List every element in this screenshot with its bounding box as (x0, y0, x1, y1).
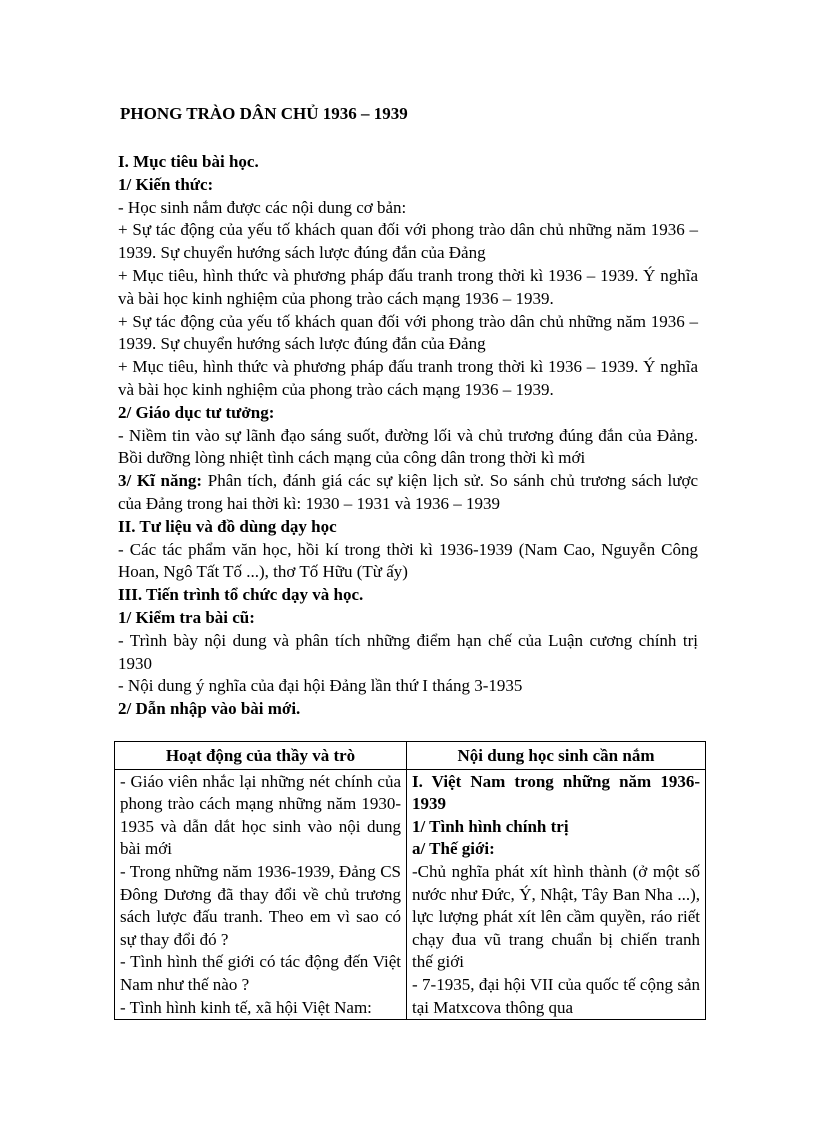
activities-cell (115, 769, 407, 1020)
header-activities: Hoạt động của thầy và trò (115, 742, 407, 770)
paragraph: + Sự tác động của yếu tố khách quan đối với phong trào dân chủ những năm 1936 – 1939. Sự chuyển hướng sách lược đúng đắn của Đảng (118, 311, 698, 354)
activity-item: - Tình hình kinh tế, xã hội Việt Nam: (120, 997, 372, 1017)
document-body (118, 151, 698, 721)
content-item: - 7-1935, đại hội VII của quốc tế cộng sản tại Matxcova thông qua (412, 974, 700, 1017)
header-content: Nội dung học sinh cần nắm (407, 742, 706, 770)
table-row (115, 769, 706, 1020)
heading-knowledge: 1/ Kiến thức: (118, 174, 214, 194)
paragraph: - Nội dung ý nghĩa của đại hội Đảng lần thứ I tháng 3-1935 (118, 676, 523, 696)
skills-text: Phân tích, đánh giá các sự kiện lịch sử. So sánh chủ trương sách lược của Đảng trong hai thời kì: 1930 – 1931 và 1936 – 1939 (118, 471, 698, 513)
heading-intro: 2/ Dẫn nhập vào bài mới. (118, 699, 301, 719)
table-header-row (115, 742, 706, 770)
paragraph: - Học sinh nắm được các nội dung cơ bản: (118, 197, 407, 217)
heading-materials: II. Tư liệu và đồ dùng dạy học (118, 516, 337, 536)
paragraph: - Trình bày nội dung và phân tích những điểm hạn chế của Luận cương chính trị 1930 (118, 630, 698, 673)
content-heading: I. Việt Nam trong những năm 1936-1939 (412, 771, 700, 814)
heading-review: 1/ Kiểm tra bài cũ: (118, 607, 255, 627)
heading-objectives: I. Mục tiêu bài học. (118, 152, 259, 171)
heading-ideology: 2/ Giáo dục tư tưởng: (118, 402, 275, 422)
skills-paragraph (118, 470, 698, 516)
paragraph: + Mục tiêu, hình thức và phương pháp đấu tranh trong thời kì 1936 – 1939. Ý nghĩa và bài học kinh nghiệm của phong trào cách mạng 1936 – 1939. (118, 265, 698, 308)
document-title: PHONG TRÀO DÂN CHỦ 1936 – 1939 (120, 104, 408, 123)
heading-skills: 3/ Kĩ năng: (118, 471, 203, 491)
paragraph: + Sự tác động của yếu tố khách quan đối với phong trào dân chủ những năm 1936 – 1939. Sự chuyển hướng sách lược đúng đắn của Đảng (118, 220, 698, 263)
lesson-table (114, 741, 706, 1020)
content-heading: a/ Thế giới: (412, 839, 495, 859)
paragraph: + Mục tiêu, hình thức và phương pháp đấu tranh trong thời kì 1936 – 1939. Ý nghĩa và bài học kinh nghiệm của phong trào cách mạng 1936 – 1939. (118, 357, 698, 399)
activity-item: - Trong những năm 1936-1939, Đảng CS Đông Dương đã thay đổi về chủ trương sách lược đấu tranh. Theo em vì sao có sự thay đổi đó ? (120, 861, 401, 949)
heading-process: III. Tiến trình tổ chức dạy và học. (118, 585, 364, 605)
content-cell (407, 769, 706, 1020)
paragraph: - Niềm tin vào sự lãnh đạo sáng suốt, đường lối và chủ trương đúng đắn của Đảng. Bồi dưỡng lòng nhiệt tình cách mạng của công dân trong thời kì mới (118, 425, 698, 468)
activity-item: - Tình hình thế giới có tác động đến Việt Nam như thế nào ? (120, 952, 401, 994)
content-heading: 1/ Tình hình chính trị (412, 816, 569, 836)
activity-item: - Giáo viên nhắc lại những nét chính của phong trào cách mạng những năm 1930-1935 và dẫn dắt học sinh vào nội dung bài mới (120, 771, 401, 859)
paragraph: - Các tác phẩm văn học, hồi kí trong thời kì 1936-1939 (Nam Cao, Nguyễn Công Hoan, Ngô Tất Tố ...), thơ Tố Hữu (Từ ấy) (118, 539, 698, 582)
content-item: -Chủ nghĩa phát xít hình thành (ở một số nước như Đức, Ý, Nhật, Tây Ban Nha ...), lực lượng phát xít lên cầm quyền, ráo riết chạy đua vũ trang chuẩn bị chiến tranh thế giới (412, 861, 700, 972)
